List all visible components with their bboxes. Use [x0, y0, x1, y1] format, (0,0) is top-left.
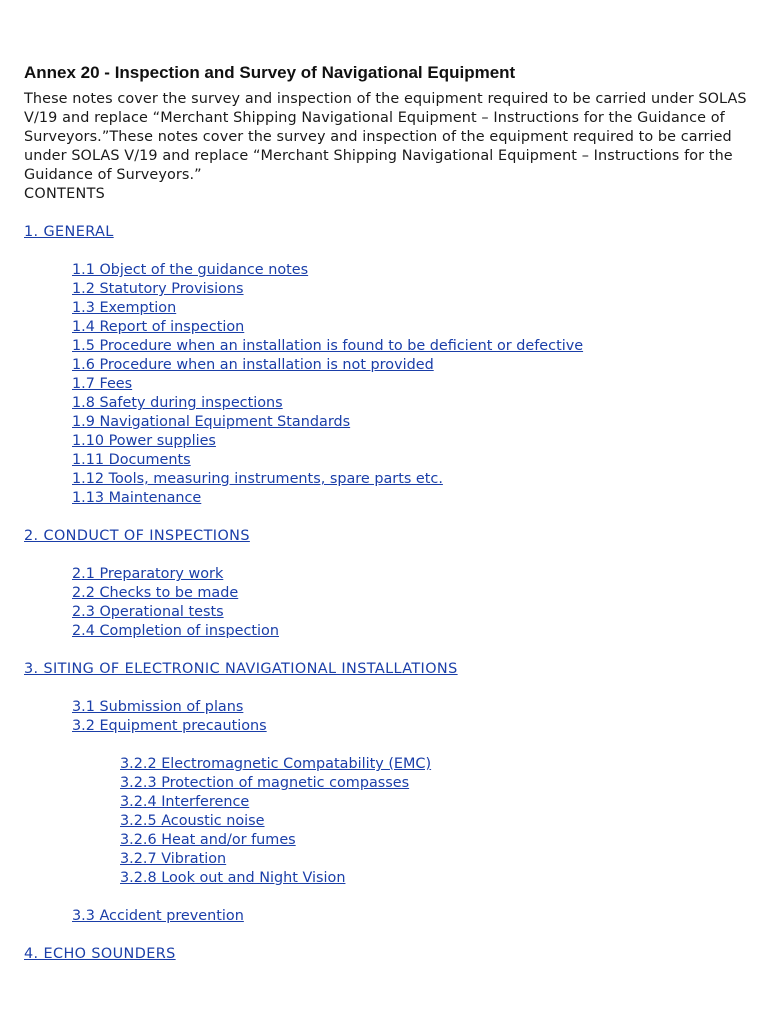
- contents-heading: CONTENTS: [24, 186, 106, 202]
- toc-item-link[interactable]: 1.10 Power supplies: [72, 433, 216, 449]
- toc-item: [72, 413, 749, 432]
- toc-subitem-link[interactable]: 3.2.4 Interference: [120, 794, 250, 810]
- toc-item-link[interactable]: 3.2 Equipment precautions: [72, 718, 267, 734]
- toc-subitem-link[interactable]: 3.2.7 Vibration: [120, 851, 227, 867]
- toc-subitem: [120, 850, 749, 869]
- toc-subsection-list: [24, 565, 749, 641]
- toc-item: [72, 451, 749, 470]
- toc-item: [72, 622, 749, 641]
- toc-item: [72, 565, 749, 584]
- toc-item-link[interactable]: 1.5 Procedure when an installation is found to be deficient or defective: [72, 338, 584, 354]
- intro-paragraph: These notes cover the survey and inspection of the equipment required to be carried under SOLAS V/19 and replace “Merchant Shipping Navigational Equipment – Instructions for the Guidance of Surveyors.”These notes cover the survey and inspection of the equipment required to be carried under SOLAS V/19 and replace “Merchant Shipping Navigational Equipment – Instructions for the Guidance of Surveyors.”: [24, 91, 747, 183]
- toc-item-link[interactable]: 3.3 Accident prevention: [72, 908, 244, 924]
- toc-item: [72, 489, 749, 508]
- toc-item: [72, 356, 749, 375]
- toc-subitem-link[interactable]: 3.2.8 Look out and Night Vision: [120, 870, 346, 886]
- toc-subitem: [120, 831, 749, 850]
- toc-item-link[interactable]: 2.2 Checks to be made: [72, 585, 239, 601]
- toc-subitem: [120, 869, 749, 888]
- toc-item: [72, 717, 749, 888]
- toc-item-link[interactable]: 1.6 Procedure when an installation is not provided: [72, 357, 434, 373]
- table-of-contents: [24, 223, 749, 964]
- toc-item-link[interactable]: 1.11 Documents: [72, 452, 191, 468]
- toc-item: [72, 907, 749, 926]
- toc-item: [72, 261, 749, 280]
- toc-section-link[interactable]: 1. GENERAL: [24, 224, 114, 240]
- toc-item-link[interactable]: 1.2 Statutory Provisions: [72, 281, 244, 297]
- toc-subitem: [120, 774, 749, 793]
- toc-item: [72, 432, 749, 451]
- toc-subitem-link[interactable]: 3.2.3 Protection of magnetic compasses: [120, 775, 410, 791]
- toc-item-link[interactable]: 1.4 Report of inspection: [72, 319, 245, 335]
- toc-subitem-link[interactable]: 3.2.6 Heat and/or fumes: [120, 832, 296, 848]
- page-title: Annex 20 - Inspection and Survey of Navigational Equipment: [24, 63, 516, 82]
- toc-subsection-list: [24, 261, 749, 508]
- toc-item-link[interactable]: 2.3 Operational tests: [72, 604, 224, 620]
- toc-subitem-link[interactable]: 3.2.5 Acoustic noise: [120, 813, 265, 829]
- toc-item-link[interactable]: 3.1 Submission of plans: [72, 699, 244, 715]
- toc-item: [72, 584, 749, 603]
- toc-section-link[interactable]: 4. ECHO SOUNDERS: [24, 946, 176, 962]
- toc-item: [72, 299, 749, 318]
- toc-item-link[interactable]: 1.9 Navigational Equipment Standards: [72, 414, 351, 430]
- toc-subitem: [120, 812, 749, 831]
- toc-item-link[interactable]: 1.8 Safety during inspections: [72, 395, 283, 411]
- toc-subsection-list: [24, 698, 749, 926]
- toc-item-link[interactable]: 1.13 Maintenance: [72, 490, 202, 506]
- toc-subitem: [120, 793, 749, 812]
- toc-item: [72, 394, 749, 413]
- toc-item: [72, 698, 749, 717]
- toc-item: [72, 375, 749, 394]
- toc-item-link[interactable]: 1.3 Exemption: [72, 300, 177, 316]
- toc-item-link[interactable]: 2.1 Preparatory work: [72, 566, 224, 582]
- toc-item-link[interactable]: 2.4 Completion of inspection: [72, 623, 279, 639]
- toc-section-link[interactable]: 3. SITING OF ELECTRONIC NAVIGATIONAL INSTALLATIONS: [24, 661, 458, 677]
- document-page: [24, 62, 749, 964]
- toc-subsubsection-list: [72, 755, 749, 888]
- toc-subitem: [120, 755, 749, 774]
- toc-item: [72, 470, 749, 489]
- toc-item: [72, 603, 749, 622]
- toc-item: [72, 280, 749, 299]
- toc-section-link[interactable]: 2. CONDUCT OF INSPECTIONS: [24, 528, 250, 544]
- toc-item: [72, 337, 749, 356]
- toc-subitem-link[interactable]: 3.2.2 Electromagnetic Compatability (EMC): [120, 756, 432, 772]
- toc-item-link[interactable]: 1.7 Fees: [72, 376, 133, 392]
- toc-item-link[interactable]: 1.12 Tools, measuring instruments, spare parts etc.: [72, 471, 443, 487]
- toc-item: [72, 318, 749, 337]
- toc-item-link[interactable]: 1.1 Object of the guidance notes: [72, 262, 309, 278]
